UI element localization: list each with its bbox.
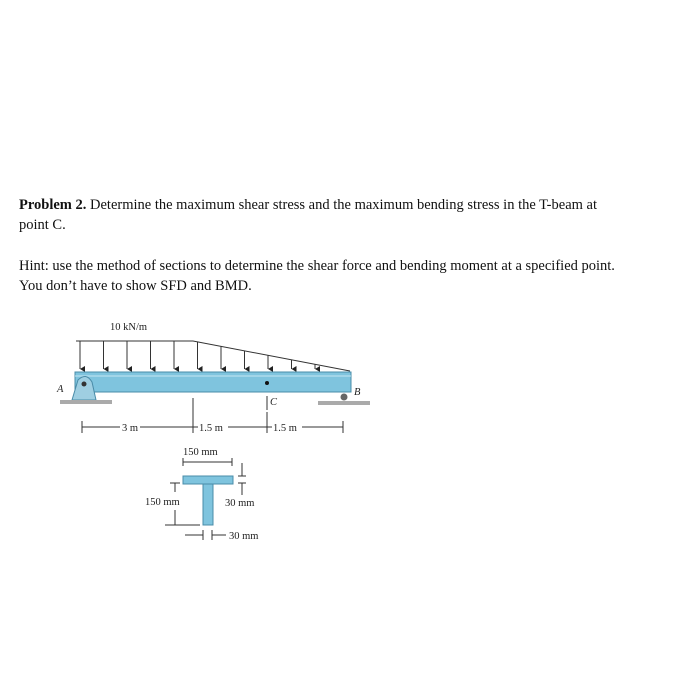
t-flange bbox=[183, 476, 233, 484]
problem-text-line2: point C. bbox=[19, 217, 66, 233]
support-a-label: A bbox=[57, 384, 64, 395]
web-thickness-label: 30 mm bbox=[229, 531, 259, 542]
dim-1-5m-a: 1.5 m bbox=[199, 423, 223, 434]
pin-icon bbox=[82, 382, 87, 387]
problem-text: Determine the maximum shear stress and the maximum bending stress in the T-beam at bbox=[86, 197, 597, 213]
ground-b bbox=[318, 401, 370, 405]
hint-line2: You don’t have to show SFD and BMD. bbox=[19, 278, 252, 294]
load-label: 10 kN/m bbox=[110, 322, 148, 333]
point-c-label: C bbox=[270, 397, 278, 408]
t-web bbox=[203, 484, 213, 525]
load-arrows bbox=[80, 341, 315, 369]
dim-3m: 3 m bbox=[122, 423, 139, 434]
depth-label: 150 mm bbox=[145, 497, 180, 508]
point-c-marker bbox=[265, 381, 269, 385]
beam bbox=[75, 372, 351, 392]
roller-support-b bbox=[341, 394, 348, 401]
flange-thickness-label: 30 mm bbox=[225, 498, 255, 509]
hint-line1: Hint: use the method of sections to determine the shear force and bending moment at a specified point. bbox=[19, 258, 615, 274]
flange-width-label: 150 mm bbox=[183, 447, 218, 458]
load-distribution bbox=[76, 341, 350, 371]
ground-a bbox=[60, 400, 112, 404]
dim-1-5m-b: 1.5 m bbox=[273, 423, 297, 434]
support-b-label: B bbox=[354, 387, 361, 398]
problem-label: Problem 2. bbox=[19, 197, 87, 213]
